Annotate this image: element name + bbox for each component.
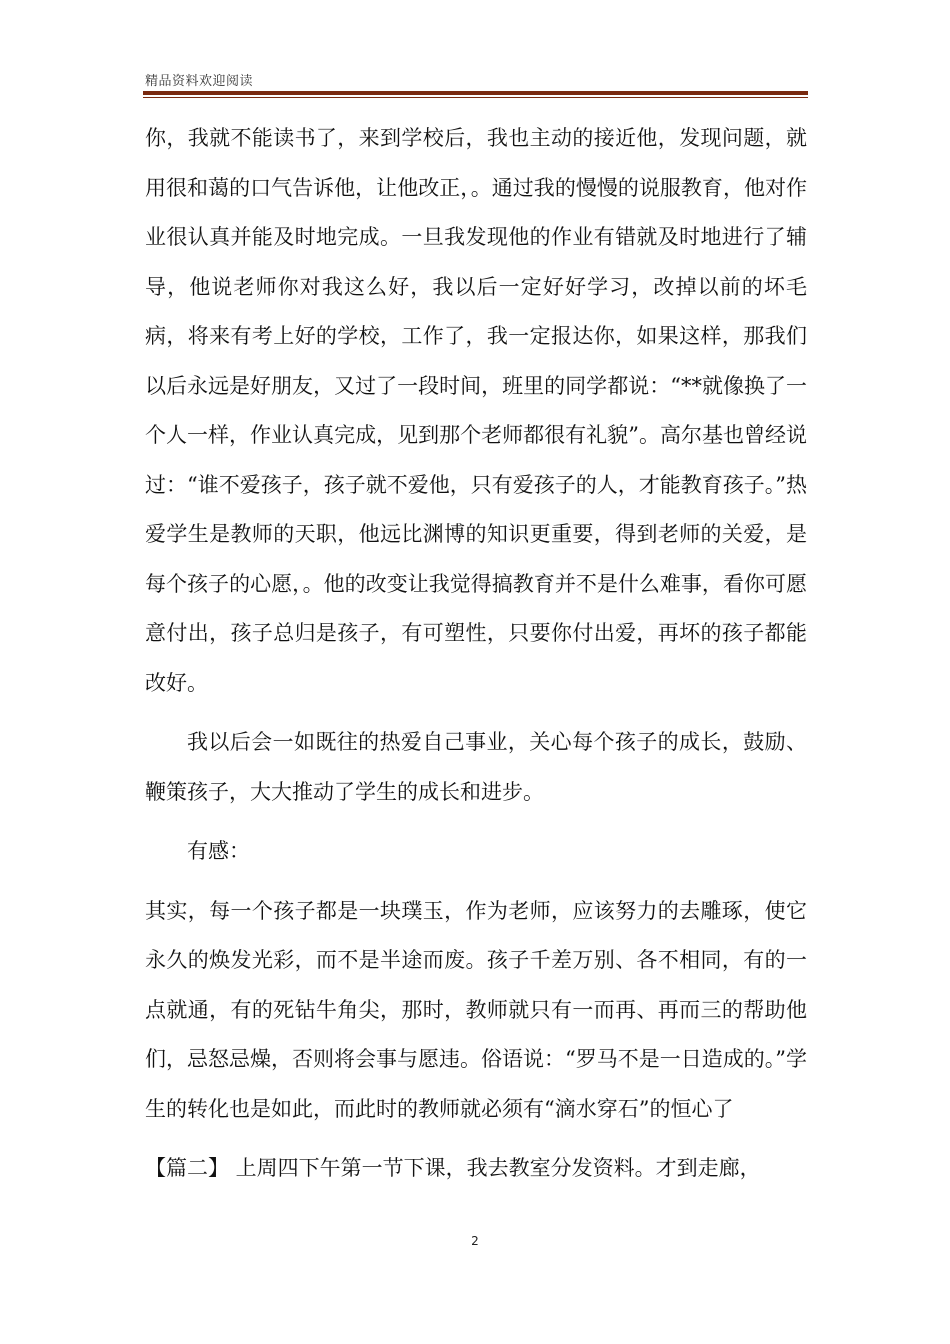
document-body (145, 114, 807, 1194)
page-number: 2 (471, 1234, 479, 1248)
paragraph-1: 你，我就不能读书了，来到学校后，我也主动的接近他，发现问题，就用很和蔼的口气告诉他，让他改正，。通过我的慢慢的说服教育，他对作业很认真并能及时地完成。一旦我发现他的作业有错就及时地进行了辅导，他说老师你对我这么好，我以后一定好好学习，改掉以前的坏毛病，将来有考上好的学校，工作了，我一定报达你，如果这样，那我们以后永远是好朋友，又过了一段时间，班里的同学都说：“**就像换了一个人一样，作业认真完成，见到那个老师都很有礼貌”。高尔基也曾经说过：“谁不爱孩子，孩子就不爱他，只有爱孩子的人，才能教育孩子。”热爱学生是教师的天职，他远比渊博的知识更重要，得到老师的关爱，是每个孩子的心愿，。他的改变让我觉得搞教育并不是什么难事，看你可愿意付出，孩子总归是孩子，有可塑性，只要你付出爱，再坏的孩子都能改好。 (145, 126, 807, 695)
paragraph-2: 我以后会一如既往的热爱自己事业，关心每个孩子的成长，鼓励、鞭策孩子，大大推动了学生的成长和进步。 (145, 730, 807, 804)
header-rule-thin (143, 97, 808, 98)
paragraph-4: 其实，每一个孩子都是一块璞玉，作为老师，应该努力的去雕琢，使它永久的焕发光彩，而不是半途而废。孩子千差万别、各不相同，有的一点就通，有的死钻牛角尖，那时，教师就只有一而再、再而三的帮助他们，忌怒忌燥，否则将会事与愿违。俗语说：“罗马不是一日造成的。”学生的转化也是如此，而此时的教师就必须有“滴水穿石”的恒心了 (145, 898, 807, 1121)
header-rule-thick (143, 91, 808, 95)
paragraph-5: 【篇二】 上周四下午第一节下课，我去教室分发资料。才到走廊， (145, 1156, 761, 1180)
header-text: 精品资料欢迎阅读 (145, 74, 254, 89)
paragraph-3-heading: 有感： (187, 839, 250, 863)
